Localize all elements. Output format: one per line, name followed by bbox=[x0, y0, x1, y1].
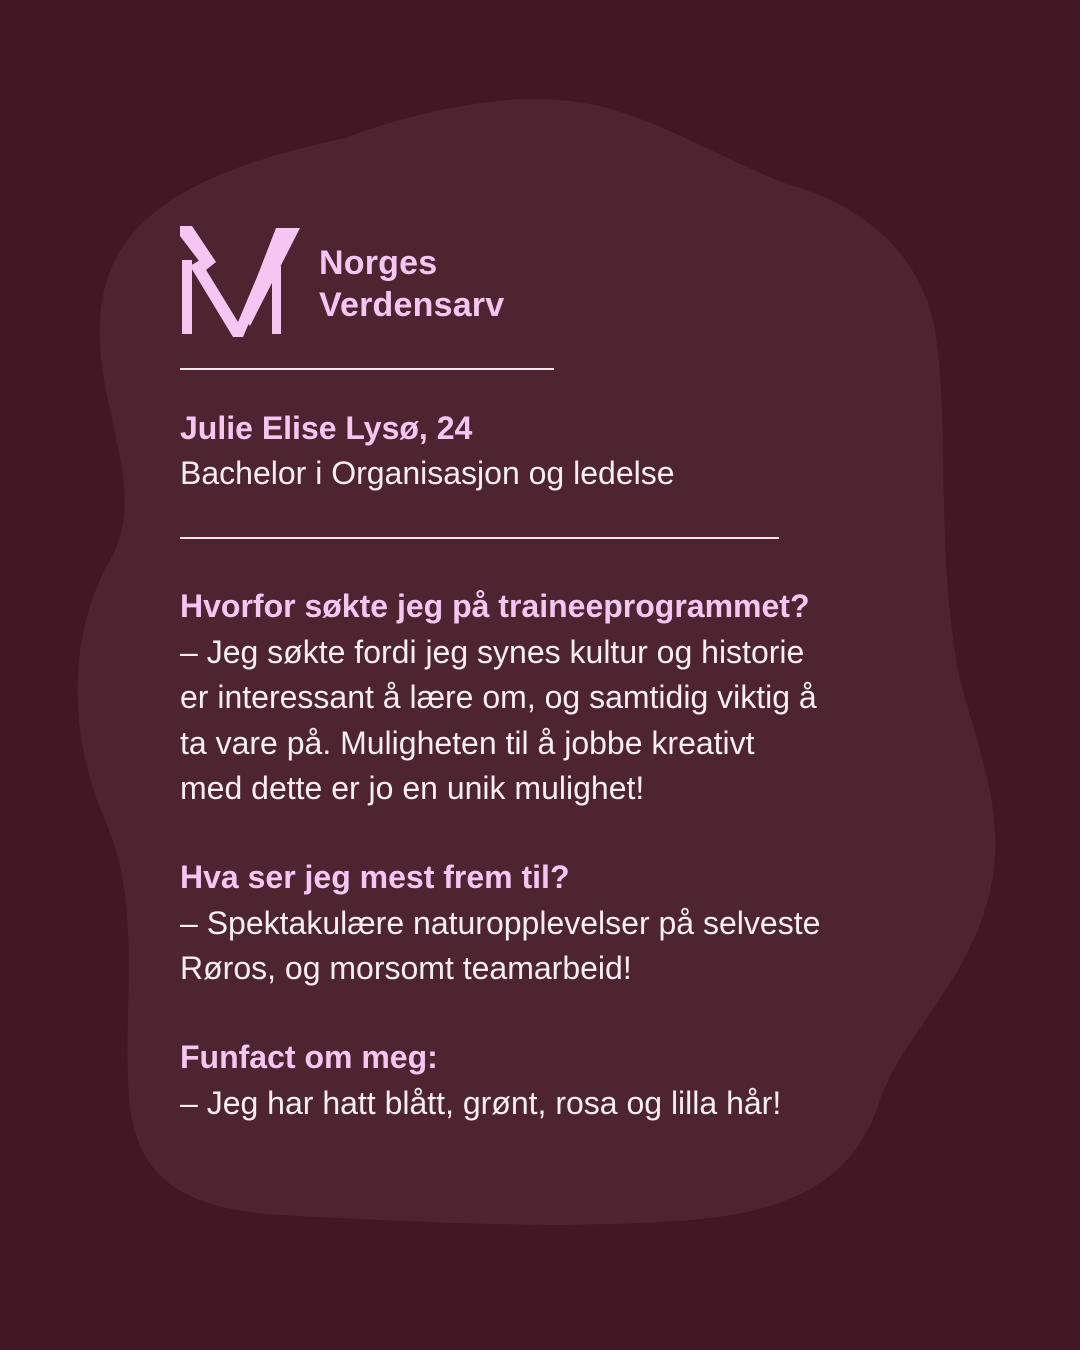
qa-block bbox=[180, 855, 940, 992]
qa-answer bbox=[180, 1081, 940, 1127]
qa-answer-line: med dette er jo en unik mulighet! bbox=[180, 770, 645, 806]
person-name-age: Julie Elise Lysø, 24 bbox=[180, 410, 473, 446]
qa-answer-line: ta vare på. Muligheten til å jobbe kreativt bbox=[180, 724, 755, 761]
divider-top bbox=[180, 368, 554, 370]
qa-answer-line: – Jeg søkte fordi jeg synes kultur og historie bbox=[180, 633, 805, 670]
qa-question: Hvorfor søkte jeg på traineeprogrammet? bbox=[180, 588, 810, 624]
brand-line-1: Norges bbox=[319, 244, 438, 282]
qa-question: Funfact om meg: bbox=[180, 1039, 438, 1075]
qa-block bbox=[180, 1035, 940, 1126]
qa-answer-line: – Jeg har hatt blått, grønt, rosa og lilla hår! bbox=[180, 1084, 782, 1121]
qa-answer-line: – Spektakulære naturopplevelser på selveste bbox=[180, 904, 821, 941]
qa-answer bbox=[180, 901, 940, 992]
divider-bottom bbox=[180, 537, 779, 539]
norges-verdensarv-logo-icon bbox=[180, 226, 305, 338]
qa-answer bbox=[180, 630, 940, 812]
brand-line-2: Verdensarv bbox=[319, 286, 505, 324]
brand-wordmark bbox=[319, 242, 504, 326]
qa-answer-line: er interessant å lære om, og samtidig viktig å bbox=[180, 679, 817, 715]
qa-block bbox=[180, 584, 940, 812]
qa-question: Hva ser jeg mest frem til? bbox=[180, 859, 570, 895]
brand-logo bbox=[180, 226, 580, 338]
person-degree: Bachelor i Organisasjon og ledelse bbox=[180, 455, 675, 491]
qa-answer-line: Røros, og morsomt teamarbeid! bbox=[180, 950, 632, 986]
